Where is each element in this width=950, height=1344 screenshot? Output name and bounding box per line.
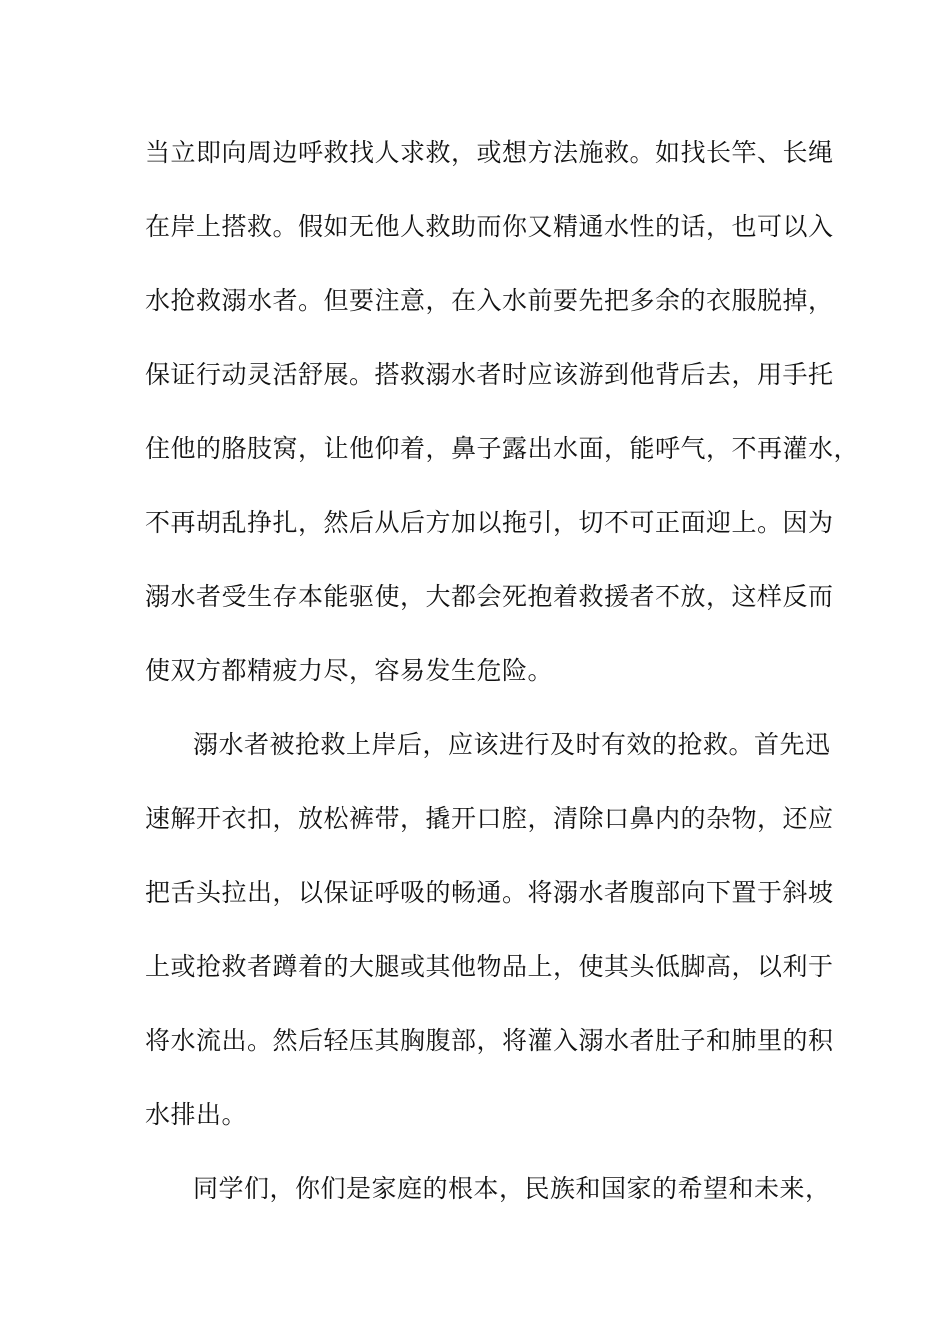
text-line: 速解开衣扣，放松裤带，撬开口腔，清除口鼻内的杂物，还应 [145,804,834,833]
text-line: 上或抢救者蹲着的大腿或其他物品上，使其头低脚高，以利于 [145,952,834,981]
text-line: 水排出。 [145,1100,248,1129]
text-line: 当立即向周边呼救找人求救，或想方法施救。如找长竿、长绳 [145,138,834,167]
text-line: 同学们，你们是家庭的根本，民族和国家的希望和未来， [193,1174,831,1203]
text-line: 住他的胳肢窝，让他仰着，鼻子露出水面，能呼气，不再灌水， [145,434,860,463]
text-line: 保证行动灵活舒展。搭救溺水者时应该游到他背后去，用手托 [145,360,834,389]
text-line: 溺水者被抢救上岸后，应该进行及时有效的抢救。首先迅 [193,730,831,759]
text-line: 水抢救溺水者。但要注意，在入水前要先把多余的衣服脱掉， [145,286,834,315]
document-body [145,133,860,1243]
text-line: 使双方都精疲力尽，容易发生危险。 [145,656,554,685]
text-line: 在岸上搭救。假如无他人救助而你又精通水性的话，也可以入 [145,212,834,241]
text-line: 把舌头拉出，以保证呼吸的畅通。将溺水者腹部向下置于斜坡 [145,878,834,907]
text-line: 不再胡乱挣扎，然后从后方加以拖引，切不可正面迎上。因为 [145,508,834,537]
text-line: 将水流出。然后轻压其胸腹部，将灌入溺水者肚子和肺里的积 [145,1026,834,1055]
text-line: 溺水者受生存本能驱使，大都会死抱着救援者不放，这样反而 [145,582,834,611]
